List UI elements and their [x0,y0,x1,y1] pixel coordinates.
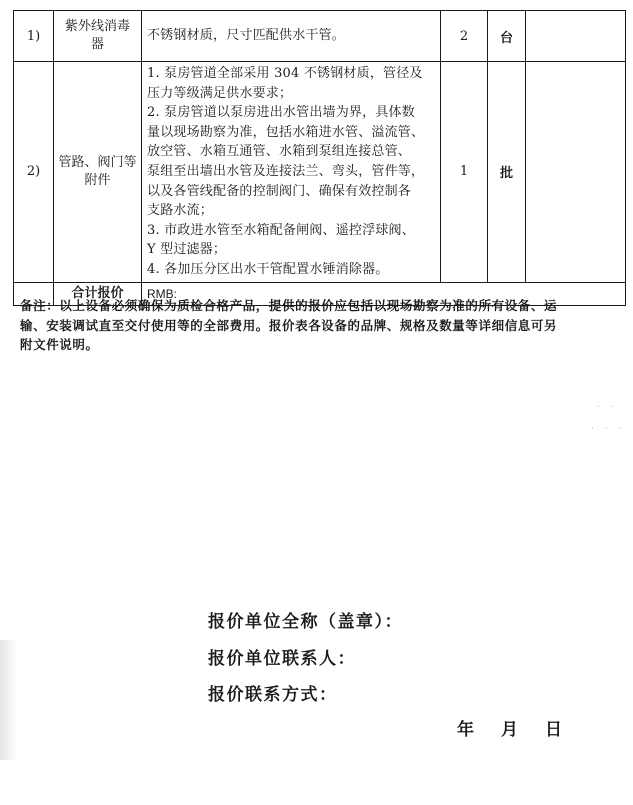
description-line: 泵组至出墙出水管及连接法兰、弯头，管件等， [147,163,425,179]
remark-line: 输、安装调试直至交付使用等的全部费用。报价表各设备的品牌、规格及数量等详细信息可另 [20,317,558,333]
item-unit: 批 [488,62,526,283]
table-row [14,11,626,62]
description-line: 量以现场勘察为准，包括水箱进水管、溢流管、 [147,124,425,140]
description-line: 1. 泵房管道全部采用 304 不锈钢材质，管径及 [147,66,423,81]
item-price-cell [526,62,626,283]
quotation-table [13,10,626,306]
remark-note [20,296,606,355]
description-line: 以及各管线配备的控制阀门、确保有效控制各 [147,183,412,199]
contact-person-label: 报价单位联系人： [208,649,356,669]
total-value: RMB: [142,282,626,305]
description-line: 支路水流； [147,203,214,219]
description-line: 4. 各加压分区出水干管配置水锤消除器。 [147,261,389,277]
scan-edge-shadow [0,640,18,760]
item-unit: 台 [488,11,526,62]
description-line: 不锈钢材质，尺寸匹配供水干管。 [147,28,346,44]
row-index: 2) [14,62,54,283]
date-year: 年 [457,720,474,740]
item-price-cell [526,11,626,62]
description-line: 放空管、水箱互通管、水箱到泵组连接总管、 [147,144,412,160]
description-line: 压力等级满足供水要求； [147,85,293,101]
company-name-label: 报价单位全称（盖章）： [208,612,403,632]
total-label: 合计报价 [54,282,142,305]
item-description [142,62,441,283]
item-quantity: 1 [441,62,488,283]
remark-line: 附文件说明。 [20,337,99,352]
contact-method-label: 报价联系方式： [208,685,338,705]
date-day: 日 [545,720,562,740]
scan-speckle: · · · [590,424,625,433]
item-name-line: 紫外线消毒 [64,19,130,34]
table-row [14,62,626,283]
item-quantity: 2 [441,11,488,62]
row-index: 1) [14,11,54,62]
scan-speckle: · · [596,402,617,411]
item-name-line: 附件 [84,172,111,188]
description-line: 2. 泵房管道以泵房进出水管出墙为界，具体数 [147,105,415,121]
item-name [54,62,142,283]
description-line: Y 型过滤器； [147,242,227,258]
item-name-line: 管路、阀门等 [58,154,137,170]
item-name-line: 器 [90,37,104,52]
item-description [142,11,441,62]
date-month: 月 [501,720,518,740]
item-name [54,11,142,62]
remark-line: 备注：以上设备必须确保为质检合格产品，提供的报价应包括以现场勘察为准的所有设备、运 [20,298,558,313]
description-line: 3. 市政进水管至水箱配备闸阀、遥控浮球阀、 [147,222,415,238]
